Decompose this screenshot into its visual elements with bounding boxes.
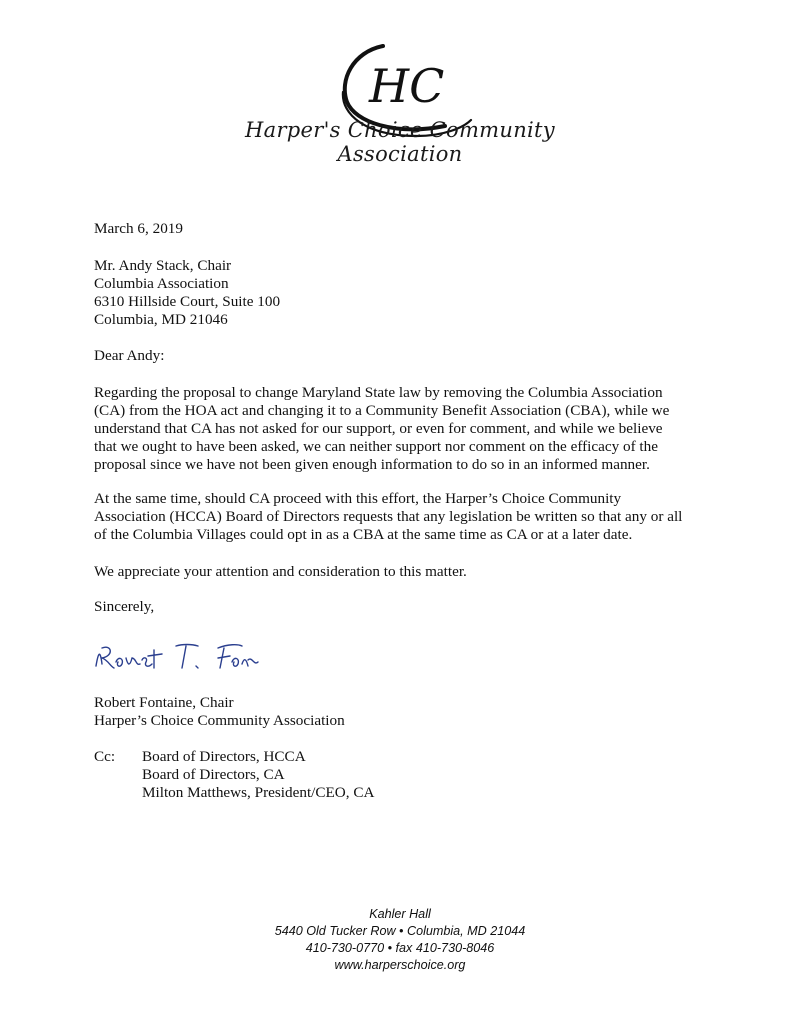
signer-line: Harper’s Choice Community Association [94, 712, 345, 729]
paragraph-line: Association (HCCA) Board of Directors requests that any legislation be written so that any or all [94, 508, 683, 525]
organization-name: Harper's Choice Community Association [245, 118, 555, 166]
logo-monogram: HC [369, 59, 445, 113]
signer-block [94, 694, 694, 730]
paragraph-line: Regarding the proposal to change Maryland State law by removing the Columbia Association [94, 384, 663, 401]
salutation: Dear Andy: [94, 347, 165, 364]
recipient-line: 6310 Hillside Court, Suite 100 [94, 293, 281, 310]
footer-address: 5440 Old Tucker Row • Columbia, MD 21044 [274, 924, 526, 938]
signer-line: Robert Fontaine, Chair [94, 694, 234, 711]
letter-date: March 6, 2019 [94, 220, 183, 237]
recipient-address [94, 257, 694, 329]
paragraph-2 [94, 490, 694, 544]
cc-item: Milton Matthews, President/CEO, CA [142, 784, 375, 801]
cc-item: Board of Directors, CA [142, 766, 285, 783]
handwritten-signature [92, 636, 262, 676]
paragraph-line: understand that CA has not asked for our support, or even for comment, and while we believe [94, 420, 663, 437]
cc-item: Board of Directors, HCCA [142, 748, 306, 765]
paragraph-line: proposal since we have not been given enough information to do so in an informed manner. [94, 456, 650, 473]
cc-label: Cc: [94, 748, 116, 765]
paragraph-line: At the same time, should CA proceed with this effort, the Harper’s Choice Community [94, 490, 622, 507]
cc-list [142, 748, 374, 802]
footer-venue: Kahler Hall [369, 907, 431, 921]
paragraph-1 [94, 384, 694, 474]
paragraph-3: We appreciate your attention and consideration to this matter. [94, 563, 467, 580]
recipient-line: Columbia Association [94, 275, 229, 292]
recipient-line: Columbia, MD 21046 [94, 311, 228, 328]
footer-website[interactable]: www.harperschoice.org [334, 958, 466, 972]
recipient-line: Mr. Andy Stack, Chair [94, 257, 232, 274]
paragraph-line: of the Columbia Villages could opt in as a CBA at the same time as CA or at a later date. [94, 526, 633, 543]
footer-phone: 410-730-0770 • fax 410-730-8046 [305, 941, 495, 955]
letterhead-footer [200, 906, 600, 974]
paragraph-line: that we ought to have been asked, we can neither support nor comment on the efficacy of the [94, 438, 658, 455]
paragraph-line: (CA) from the HOA act and changing it to a Community Benefit Association (CBA), while we [94, 402, 670, 419]
closing: Sincerely, [94, 598, 155, 615]
